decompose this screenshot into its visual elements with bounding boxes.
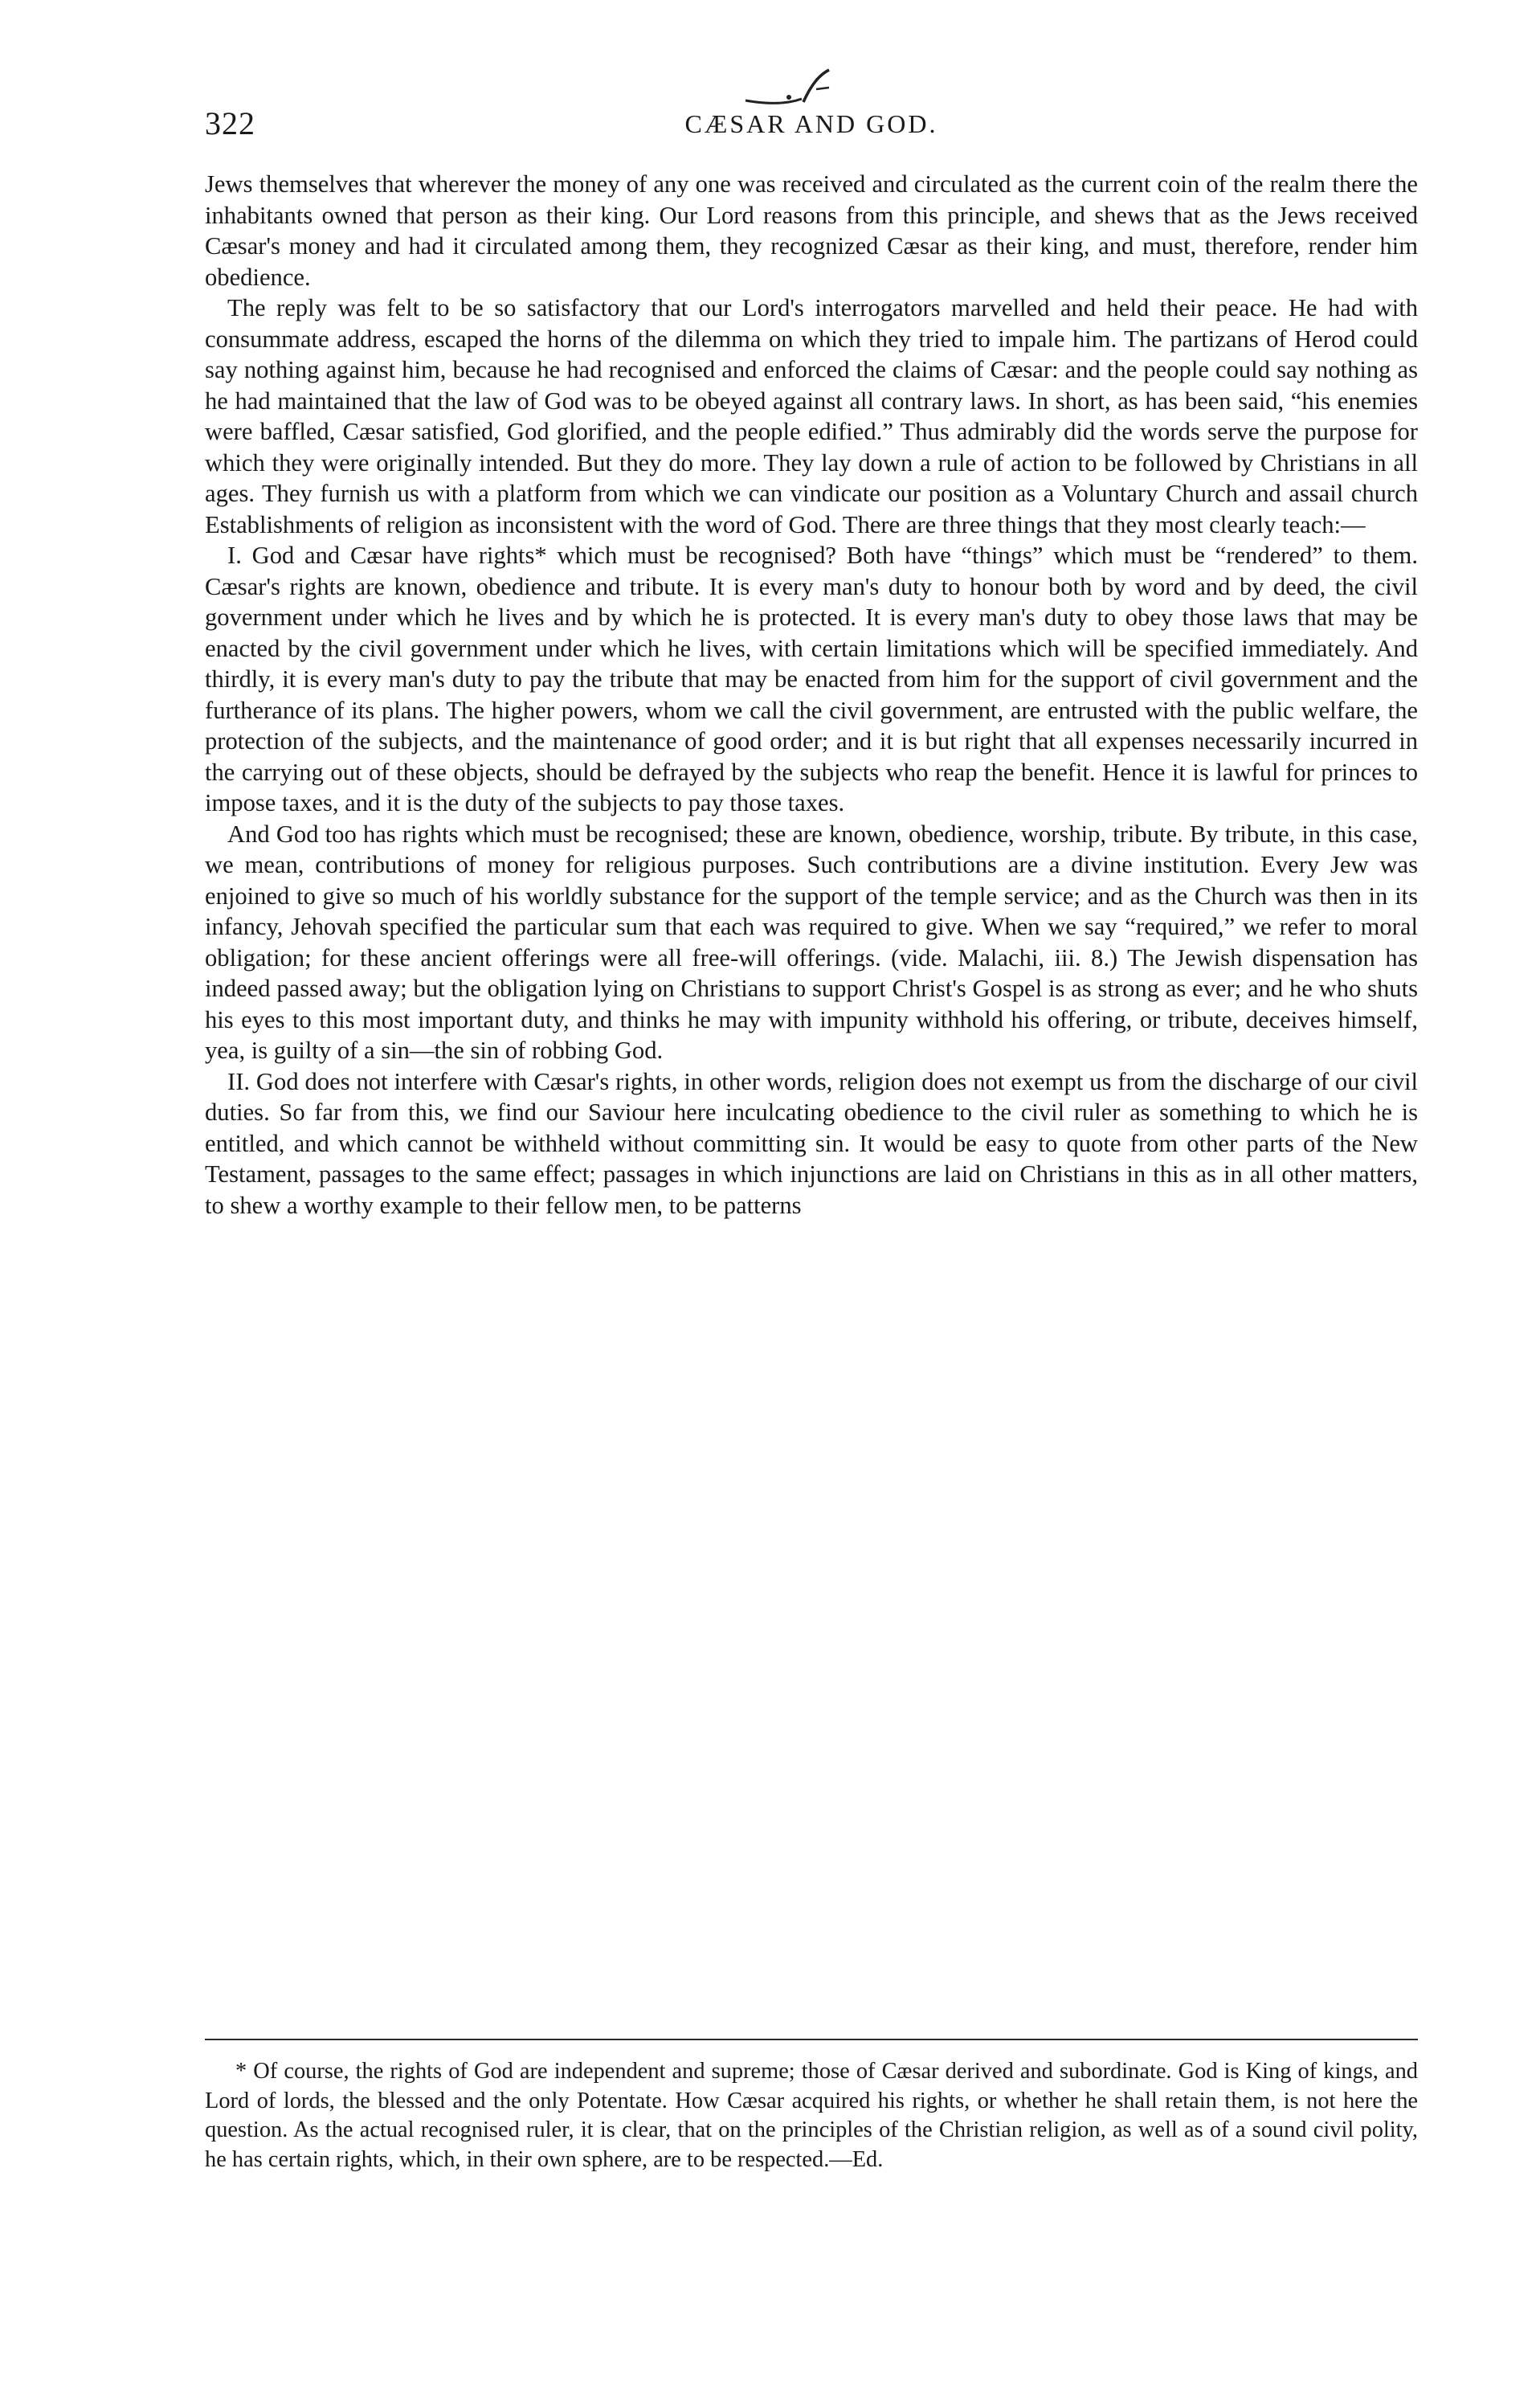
footnote-text: * Of course, the rights of God are independent and supreme; those of Cæsar derived and subordinate. God is King of kings, and Lord of lords, the blessed and the only Potentate. How Cæsar acquired his rights, or whether he shall retain them, is not here the question. As the actual recognised ruler, it is clear, that on the principles of the Christian religion, as well as of a sound civil polity, he has certain rights, which, in their own sphere, are to be respected.—Ed.	[205, 2059, 1418, 2172]
paragraph-5: II. God does not interfere with Cæsar's rights, in other words, religion does not exempt us from the discharge of our civil duties. So far from this, we find our Saviour here inculcating obedience to the civil ruler as something to which he is entitled, and which cannot be withheld without committing sin. It would be easy to quote from other parts of the New Testament, passages to the same effect; passages in which injunctions are laid on Christians in this as in all other matters, to shew a worthy example to their fellow men, to be patterns	[205, 1067, 1418, 1219]
document-page	[205, 68, 1418, 2367]
paragraph-1: Jews themselves that wherever the money of any one was received and circulated as the current coin of the realm there the inhabitants owned that person as their king. Our Lord reasons from this principle, and shews that as the Jews received Cæsar's money and had it circulated among them, they recognized Cæsar as their king, and must, therefore, render him obedience.	[205, 170, 1418, 291]
page-number: 322	[205, 105, 255, 141]
body-text	[205, 169, 1418, 1221]
running-head: CÆSAR AND GOD.	[684, 109, 938, 138]
page-header	[205, 104, 1418, 153]
paragraph-3: I. God and Cæsar have rights* which must be recognised? Both have “things” which must be “rendered” to them. Cæsar's rights are known, obedience and tribute. It is every man's duty to honour both by word and by deed, the civil government under which he lives and by which he is protected. It is every man's duty to obey those laws that may be enacted by the civil government under which he lives, with certain limitations which will be specified immediately. And thirdly, it is every man's duty to pay the tribute that may be enacted from him for the support of civil government and the furtherance of its plans. The higher powers, whom we call the civil government, are entrusted with the public welfare, the protection of the subjects, and the maintenance of good order; and it is but right that all expenses necessarily incurred in the carrying out of these objects, should be defrayed by the subjects who reap the benefit. Hence it is lawful for princes to impose taxes, and it is the duty of the subjects to pay those taxes.	[205, 542, 1418, 816]
paragraph-2: The reply was felt to be so satisfactory that our Lord's interrogators marvelled and held their peace. He had with consummate address, escaped the horns of the dilemma on which they tried to impale him. The partizans of Herod could say nothing against him, because he had recognised and enforced the claims of Cæsar: and the people could say nothing as he had maintained that the law of God was to be obeyed against all contrary laws. In short, as has been said, “his enemies were baffled, Cæsar satisfied, God glorified, and the people edified.” Thus admirably did the words serve the purpose for which they were originally intended. But they do more. They lay down a rule of action to be followed by Christians in all ages. They furnish us with a platform from which we can vindicate our position as a Voluntary Church and assail church Establishments of religion as inconsistent with the word of God. There are three things that they most clearly teach:—	[205, 294, 1418, 538]
ink-flourish-mark	[739, 68, 844, 108]
paragraph-4: And God too has rights which must be recognised; these are known, obedience, worship, tribute. By tribute, in this case, we mean, contributions of money for religious purposes. Such contributions are a divine institution. Every Jew was enjoined to give so much of his worldly substance for the support of the temple service; and as the Church was then in its infancy, Jehovah specified the particular sum that each was required to give. When we say “required,” we refer to moral obligation; for these ancient offerings were all free-will offerings. (vide. Malachi, iii. 8.) The Jewish dispensation has indeed passed away; but the obligation lying on Christians to support Christ's Gospel is as strong as ever; and he who shuts his eyes to this most important duty, and thinks he may with impunity withhold his offering, or tribute, deceives himself, yea, is guilty of a sin—the sin of robbing God.	[205, 820, 1418, 1064]
footnote-divider	[205, 2039, 1418, 2040]
footnote	[205, 2057, 1418, 2174]
